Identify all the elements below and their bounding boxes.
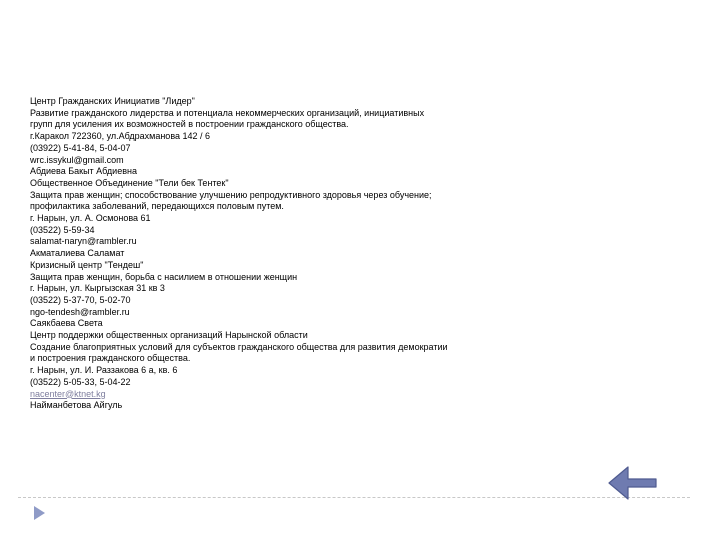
text-line: wrc.issykul@gmail.com: [30, 154, 124, 165]
triangle-bullet-icon: [32, 505, 46, 521]
text-line: г. Нарын, ул. Кыргызская 31 кв 3: [30, 283, 165, 294]
text-line: Создание благоприятных условий для субъектов гражданского общества для развития демократии: [30, 341, 448, 352]
text-line: г. Нарын, ул. И. Раззакова 6 а, кв. 6: [30, 365, 178, 376]
text-line: Защита прав женщин, борьба с насилием в отношении женщин: [30, 271, 298, 282]
text-line: Абдиева Бакыт Абдиевна: [30, 166, 137, 177]
text-line: г. Нарын, ул. А. Осмонова 61: [30, 213, 151, 224]
text-line: г.Каракол 722360, ул.Абдрахманова 142 / 6: [30, 131, 211, 142]
text-line: Центр поддержки общественных организаций Нарынской области: [30, 330, 308, 341]
text-line: Акматалиева Саламат: [30, 248, 125, 259]
text-line: Саякбаева Света: [30, 318, 103, 329]
text-line: salamat-naryn@rambler.ru: [30, 236, 137, 247]
text-line: Общественное Объединение "Тели бек Тентек": [30, 177, 229, 188]
text-line: Центр Гражданских Инициатив "Лидер": [30, 96, 195, 106]
text-line: (03522) 5-05-33, 5-04-22: [30, 376, 131, 387]
text-line: (03522) 5-59-34: [30, 224, 95, 235]
back-arrow-button[interactable]: [606, 462, 658, 504]
text-line: (03922) 5-41-84, 5-04-07: [30, 142, 131, 153]
text-line: ngo-tendesh@rambler.ru: [30, 306, 130, 317]
contact-text-block: [30, 96, 690, 412]
text-line: групп для усиления их возможностей в построении гражданского общества.: [30, 119, 349, 130]
text-line: и построения гражданского общества.: [30, 353, 191, 364]
left-arrow-icon: [609, 467, 656, 499]
text-line: Найманбетова Айгуль: [30, 400, 123, 411]
text-line: профилактика заболеваний, передающихся половым путем.: [30, 201, 284, 212]
slide-divider: [18, 497, 690, 498]
text-line: Кризисный центр "Тендеш": [30, 259, 144, 270]
text-line: Развитие гражданского лидерства и потенциала некоммерческих организаций, инициативных: [30, 107, 425, 118]
email-link[interactable]: nacenter@ktnet.kg: [30, 388, 106, 399]
text-line: Защита прав женщин; способствование улучшению репродуктивного здоровья через обучение;: [30, 189, 432, 200]
text-line: (03522) 5-37-70, 5-02-70: [30, 294, 131, 305]
